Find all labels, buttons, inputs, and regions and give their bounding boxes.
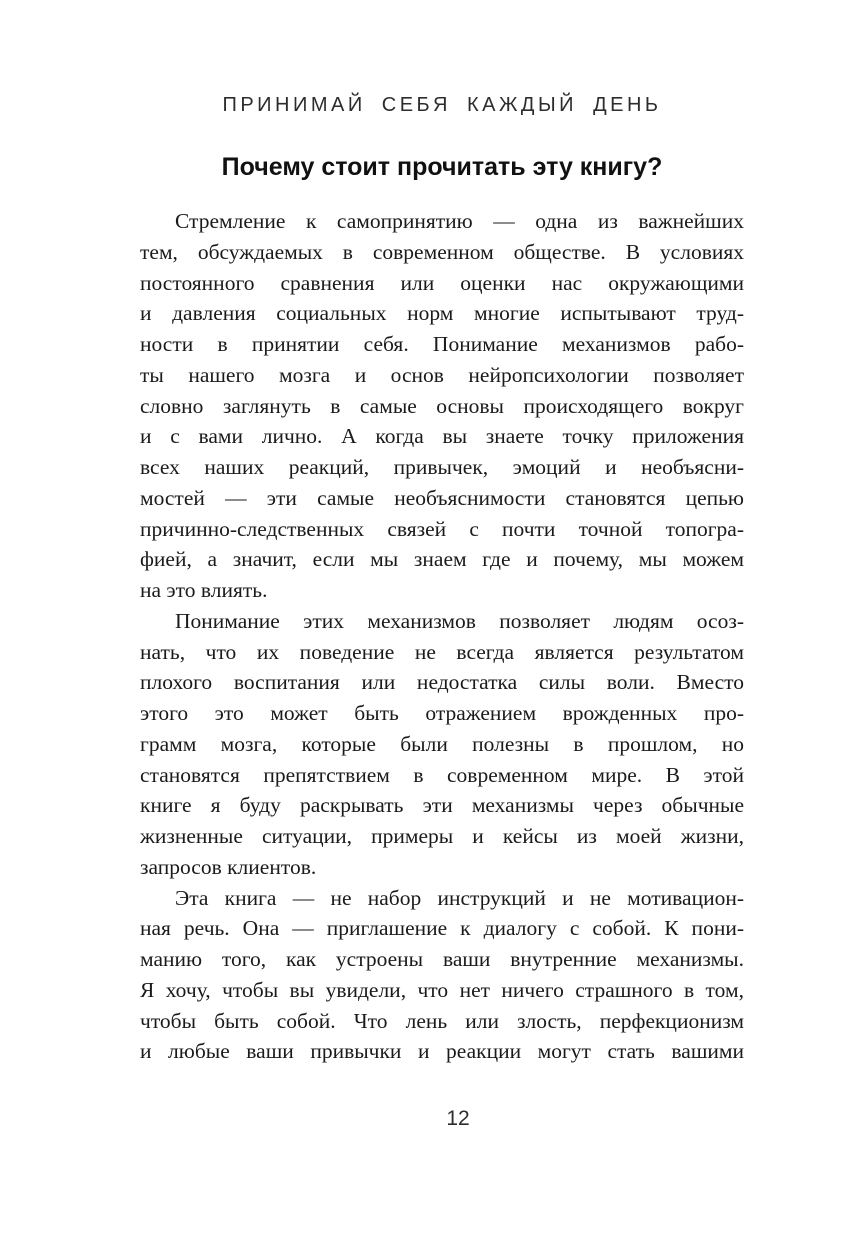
- text-line: всех наших реакций, привычек, эмоций и необъясни-: [140, 455, 744, 479]
- chapter-title: Почему стоит прочитать эту книгу?: [221, 153, 663, 181]
- text-line: и любые ваши привычки и реакции могут стать вашими: [140, 1039, 744, 1064]
- text-line: жизненные ситуации, примеры и кейсы из моей жизни,: [140, 824, 744, 848]
- text-line: мостей — эти самые необъяснимости становятся цепью: [140, 485, 744, 510]
- text-line: постоянного сравнения или оценки нас окружающими: [140, 270, 744, 295]
- text-line: Понимание этих механизмов позволяет людям осоз-: [175, 608, 744, 633]
- running-head: ПРИНИМАЙ СЕБЯ КАЖДЫЙ ДЕНЬ: [222, 94, 662, 116]
- text-line: на это влиять.: [140, 578, 268, 602]
- text-line: плохого воспитания или недостатка силы воли. Вместо: [140, 670, 744, 695]
- body-text: [140, 206, 744, 1067]
- text-line: манию того, как устроены ваши внутренние механизмы.: [140, 947, 744, 971]
- text-line: причинно-следственных связей с почти точной топогра-: [140, 516, 744, 541]
- text-line: запросов клиентов.: [140, 854, 317, 879]
- text-line: и с вами лично. А когда вы знаете точку приложения: [140, 424, 744, 449]
- text-line: фией, а значит, если мы знаем где и почему, мы можем: [140, 547, 744, 572]
- text-line: ная речь. Она — приглашение к диалогу с собой. К пони-: [140, 916, 744, 941]
- text-line: Я хочу, чтобы вы увидели, что нет ничего страшного в том,: [140, 977, 744, 1002]
- text-line: ности в принятии себя. Понимание механизмов рабо-: [140, 332, 744, 356]
- text-line: Эта книга — не набор инструкций и не мотивацион-: [175, 885, 744, 910]
- page-number: 12: [446, 1107, 470, 1130]
- text-line: этого это может быть отражением врожденных про-: [140, 701, 744, 725]
- text-line: грамм мозга, которые были полезны в прошлом, но: [140, 731, 744, 756]
- text-line: книге я буду раскрывать эти механизмы через обычные: [140, 793, 744, 818]
- text-line: тем, обсуждаемых в современном обществе. В условиях: [140, 239, 744, 264]
- text-line: чтобы быть собой. Что лень или злость, перфекционизм: [140, 1008, 744, 1033]
- text-line: становятся препятствием в современном мире. В этой: [140, 762, 744, 787]
- text-line: и давления социальных норм многие испытывают труд-: [140, 301, 744, 326]
- text-line: Стремление к самопринятию — одна из важнейших: [175, 209, 744, 233]
- text-line: ты нашего мозга и основ нейропсихологии позволяет: [140, 362, 744, 387]
- text-line: нать, что их поведение не всегда является результатом: [140, 639, 744, 664]
- text-line: словно заглянуть в самые основы происходящего вокруг: [140, 393, 744, 418]
